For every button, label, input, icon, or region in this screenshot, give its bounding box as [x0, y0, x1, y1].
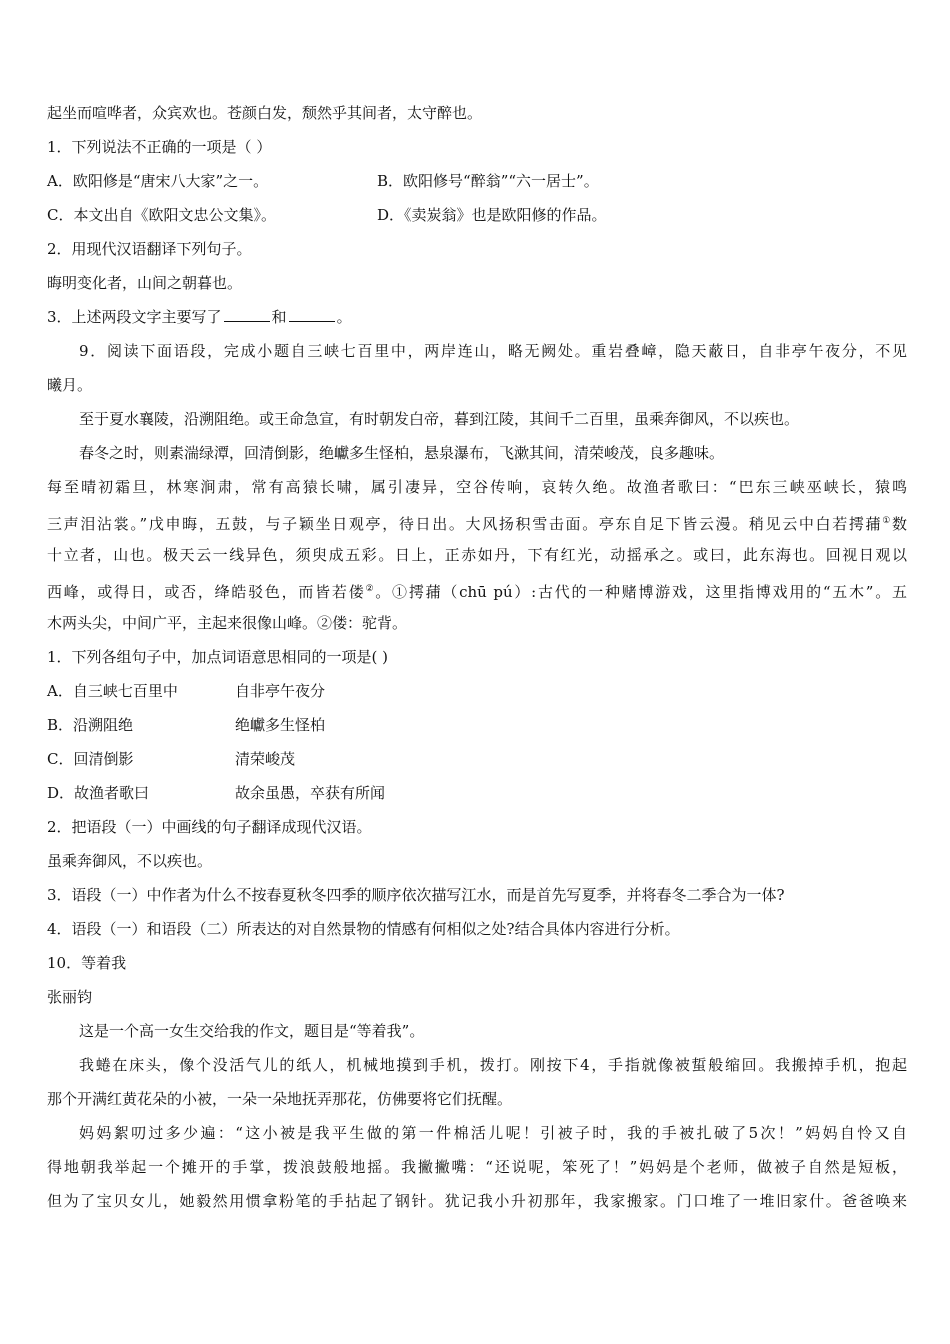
- question-2-stem: 2．用现代汉语翻译下列句子。: [47, 240, 252, 258]
- option-a[interactable]: A．欧阳修是“唐宋八大家”之一。: [47, 172, 269, 190]
- option-d[interactable]: D．《卖炭翁》也是欧阳修的作品。: [377, 206, 607, 224]
- text-line: 虽乘奔御风，不以疾也。: [47, 852, 213, 870]
- footnote-marker: ②: [365, 584, 376, 594]
- option-row: [47, 674, 907, 708]
- option-b-pair: 绝巘多生怪柏: [235, 716, 326, 734]
- question-1-stem: 1．下列各组句子中，加点词语意思相同的一项是( ): [47, 648, 389, 666]
- question-3-stem: [47, 300, 907, 334]
- question-text: 3．上述两段文字主要写了: [47, 308, 222, 326]
- option-b[interactable]: B．沿溯阻绝: [47, 716, 134, 734]
- passage-line: 那个开满红黄花朵的小被，一朵一朵地抚弄那花，仿佛要将它们抚醒。: [47, 1090, 513, 1108]
- passage-line: 但为了宝贝女儿，她毅然用惯拿粉笔的手拈起了钢针。犹记我小升初那年，我家搬家。门口堆了一堆旧家什。爸爸唤来: [47, 1192, 907, 1210]
- option-c[interactable]: C．本文出自《欧阳文忠公文集》。: [47, 206, 276, 224]
- footnote-line: 木两头尖，中间广平，主起来很像山峰。②偻：驼背。: [47, 614, 408, 632]
- option-d[interactable]: D．故渔者歌曰: [47, 784, 150, 802]
- option-a[interactable]: A．自三峡七百里中: [47, 682, 178, 700]
- option-d-pair: 故余虽愚，卒获有所闻: [235, 784, 386, 802]
- question-9-stem: 9．阅读下面语段，完成小题自三峡七百里中，两岸连山，略无阙处。重岩叠嶂，隐天蔽日，自非亭午夜分，不见: [79, 342, 907, 360]
- options-row-ab: [47, 164, 907, 198]
- passage-paragraph: 妈妈絮叨过多少遍：“这小被是我平生做的第一件棉活儿呢！引被子时，我的手被扎破了5次！”妈妈自怜又自: [79, 1124, 907, 1142]
- option-row: [47, 776, 907, 810]
- question-1-stem: 1．下列说法不正确的一项是（ ）: [47, 138, 272, 156]
- option-c[interactable]: C．回清倒影: [47, 750, 134, 768]
- option-c-pair: 清荣峻茂: [235, 750, 296, 768]
- passage-line: 得地朝我举起一个摊开的手掌，拨浪鼓般地摇。我撇撇嘴：“还说呢，笨死了！”妈妈是个老师，做被子自然是短板，: [47, 1158, 907, 1176]
- options-row-cd: [47, 198, 907, 232]
- document-page: [47, 96, 907, 1218]
- passage-line: [47, 504, 907, 538]
- text-line: 晦明变化者，山间之朝暮也。: [47, 274, 243, 292]
- text-line: 曦月。: [47, 376, 93, 394]
- option-row: [47, 742, 907, 776]
- question-10-title: 10．等着我: [47, 954, 127, 972]
- option-row: [47, 708, 907, 742]
- passage-line: [47, 572, 907, 606]
- question-text: 。: [336, 308, 352, 326]
- question-4-stem: 4．语段（一）和语段（二）所表达的对自然景物的情感有何相似之处?结合具体内容进行分析。: [47, 920, 680, 938]
- question-text: 和: [271, 308, 287, 326]
- option-a-pair: 自非亭午夜分: [235, 682, 326, 700]
- passage-line: 十立者，山也。极天云一线异色，须臾成五彩。日上，正赤如丹，下有红光，动摇承之。或曰，此东海也。回视日观以: [47, 546, 907, 564]
- passage-text: 西峰，或得日，或否，绛皓驳色，而皆若偻: [47, 583, 366, 601]
- option-b[interactable]: B．欧阳修号“醉翁”“六一居士”。: [377, 172, 599, 190]
- author: 张丽钧: [47, 988, 93, 1006]
- footnote-text: 。①摴蒱（chū pú）:古代的一种赌博游戏，这里指博戏用的“五木”。五: [375, 583, 907, 601]
- passage-text: 三声泪沾裳。”戊申晦，五鼓，与子颖坐日观亭，待日出。大风扬积雪击面。亭东自足下皆云漫。稍见云中白若摴蒱: [47, 515, 883, 533]
- passage-paragraph: 春冬之时，则素湍绿潭，回清倒影，绝巘多生怪柏，悬泉瀑布，飞漱其间，清荣峻茂，良多趣味。: [79, 444, 725, 462]
- passage-paragraph: 至于夏水襄陵，沿溯阻绝。或王命急宣，有时朝发白帝，暮到江陵，其间千二百里，虽乘奔御风，不以疾也。: [79, 410, 800, 428]
- question-2-stem: 2．把语段（一）中画线的句子翻译成现代汉语。: [47, 818, 372, 836]
- text-line: 起坐而喧哗者，众宾欢也。苍颜白发，颓然乎其间者，太守醉也。: [47, 104, 483, 122]
- answer-blank[interactable]: [224, 307, 270, 322]
- passage-paragraph: 每至晴初霜旦，林寒涧肃，常有高猿长啸，属引凄异，空谷传响，哀转久绝。故渔者歌曰：“巴东三峡巫峡长，猿鸣: [47, 478, 907, 496]
- passage-paragraph: 我蜷在床头，像个没活气儿的纸人，机械地摸到手机，拨打。刚按下4，手指就像被蜇般缩回。我搬掉手机，抱起: [79, 1056, 907, 1074]
- passage-paragraph: 这是一个高一女生交给我的作文，题目是“等着我”。: [79, 1022, 425, 1040]
- footnote-marker: ①: [882, 516, 892, 526]
- answer-blank[interactable]: [289, 307, 335, 322]
- question-3-stem: 3．语段（一）中作者为什么不按春夏秋冬四季的顺序依次描写江水，而是首先写夏季，并将春冬二季合为一体?: [47, 886, 785, 904]
- passage-text: 数: [891, 515, 907, 533]
